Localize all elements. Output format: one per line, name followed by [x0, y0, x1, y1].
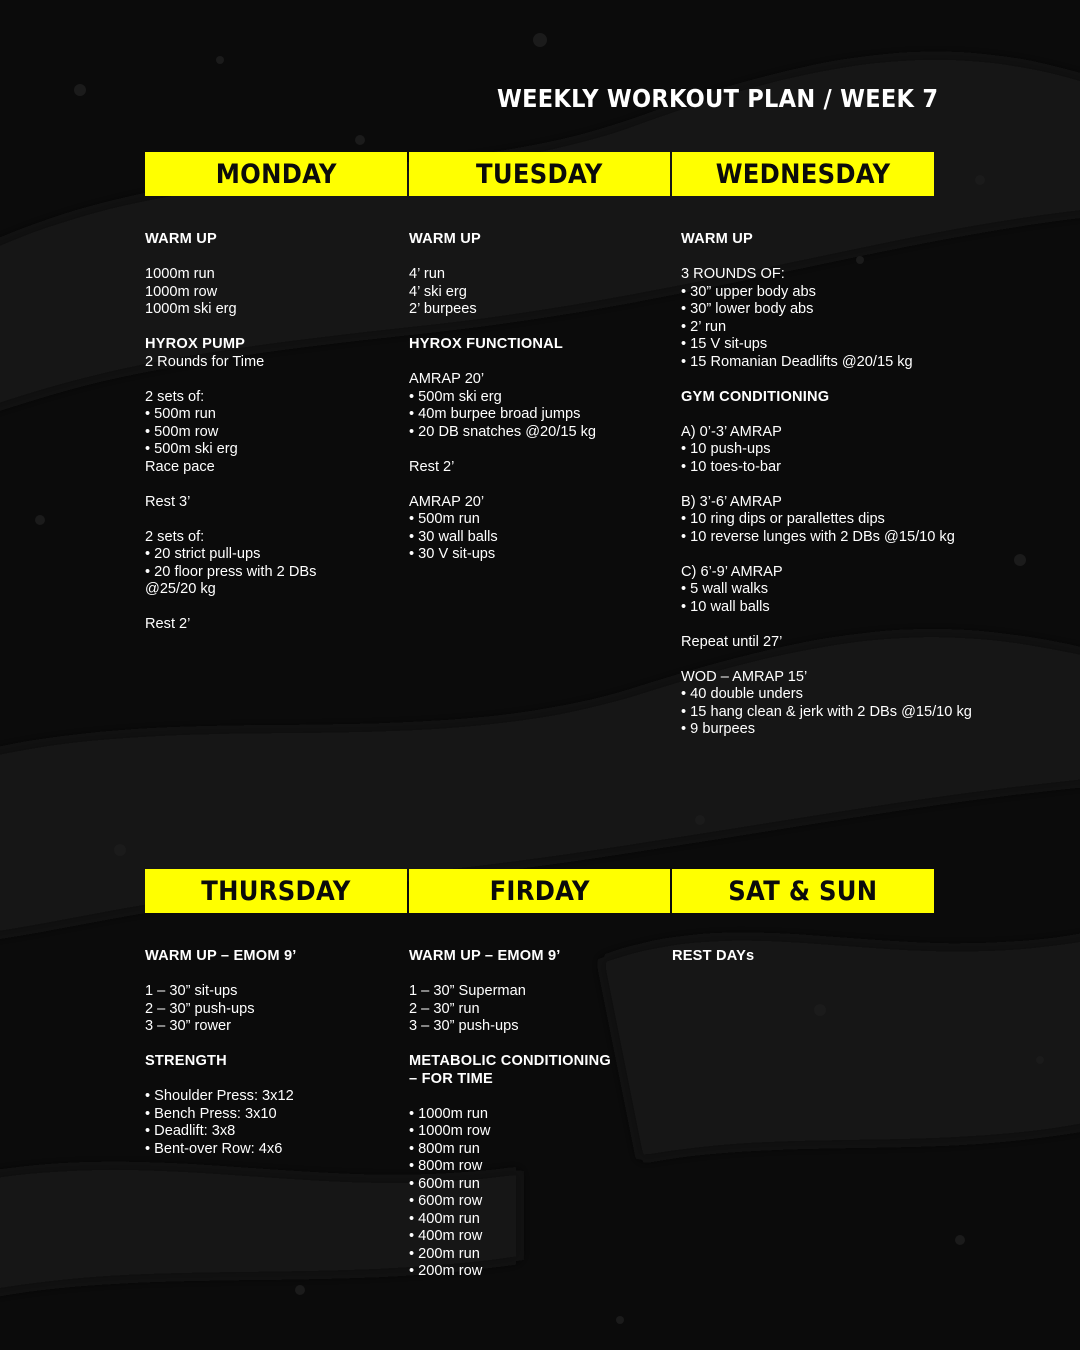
workout-line: 2 sets of: [145, 528, 205, 545]
workout-line: B) 3’-6’ AMRAP [681, 493, 782, 510]
day-name-friday: FIRDAY [489, 875, 590, 907]
workout-line: AMRAP 20’ [409, 493, 485, 510]
workout-line: Rest 2’ [409, 458, 455, 475]
section-title: REST DAYs [672, 948, 755, 964]
section-title: – FOR TIME [409, 1070, 493, 1087]
exercise-item: • 15 V sit-ups [681, 336, 768, 352]
workout-line: 3 – 30” push-ups [409, 1018, 519, 1034]
day-name-wednesday: WEDNESDAY [715, 158, 891, 190]
exercise-item: • 10 push-ups [681, 441, 771, 457]
workout-line: 1000m run [145, 266, 215, 282]
spacer [409, 476, 596, 494]
exercise-item: • 10 ring dips or parallettes dips [681, 511, 885, 527]
workout-section [409, 336, 596, 564]
workout-line: 1000m ski erg [145, 301, 237, 317]
section-title: WARM UP – EMOM 9’ [145, 948, 297, 964]
exercise-item: • 500m ski erg [145, 441, 238, 457]
exercise-item: • 30” lower body abs [681, 301, 814, 317]
exercise-item: • 10 reverse lunges with 2 DBs @15/10 kg [681, 528, 955, 545]
day-column-weekend [672, 948, 754, 983]
page-title: WEEKLY WORKOUT PLAN / WEEK 7 [496, 84, 938, 113]
spacer [145, 1071, 297, 1089]
section-title: WARM UP – EMOM 9’ [409, 948, 561, 964]
workout-section [145, 231, 316, 319]
exercise-item: • 1000m run [409, 1105, 488, 1122]
section-title: HYROX PUMP [145, 336, 246, 352]
day-header-tuesday [409, 152, 670, 196]
exercise-item: • 30” upper body abs [681, 283, 816, 300]
workout-line: 2 Rounds for Time [145, 353, 265, 370]
exercise-item: • 9 burpees [681, 721, 756, 737]
day-header-weekend [672, 869, 934, 913]
exercise-item: • Shoulder Press: 3x12 [145, 1088, 294, 1104]
day-column-friday [409, 948, 611, 1298]
exercise-item: • 600m run [409, 1175, 480, 1192]
spacer [681, 476, 972, 494]
exercise-item: • 400m row [409, 1228, 483, 1244]
spacer [145, 249, 316, 267]
exercise-item: • Bench Press: 3x10 [145, 1105, 277, 1122]
section-title: WARM UP [681, 231, 753, 247]
day-header-thursday [145, 869, 407, 913]
exercise-item: • 5 wall walks [681, 581, 769, 597]
day-name-thursday: THURSDAY [201, 875, 351, 907]
day-header-monday [145, 152, 407, 196]
workout-line: 2’ burpees [409, 301, 477, 317]
exercise-item: • 500m run [145, 406, 216, 422]
workout-section [672, 948, 754, 966]
workout-line: 2 sets of: [145, 388, 205, 405]
workout-line: 3 ROUNDS OF: [681, 266, 785, 282]
spacer [145, 511, 316, 529]
day-header-wednesday [672, 152, 934, 196]
exercise-item: • 20 DB snatches @20/15 kg [409, 423, 597, 440]
workout-section [145, 1053, 297, 1158]
section-title: WARM UP [409, 231, 481, 247]
day-column-tuesday [409, 231, 596, 581]
workout-section [409, 948, 611, 1036]
workout-line: 2 – 30” push-ups [145, 1000, 255, 1017]
workout-line: 3 – 30” rower [145, 1018, 231, 1034]
day-name-weekend: SAT & SUN [728, 875, 878, 907]
section-title: HYROX FUNCTIONAL [409, 336, 563, 352]
workout-line: 1 – 30” Superman [409, 983, 526, 999]
spacer [145, 371, 316, 389]
exercise-item: • Bent-over Row: 4x6 [145, 1140, 283, 1157]
section-title: METABOLIC CONDITIONING [409, 1053, 611, 1069]
workout-line: 2 – 30” run [409, 1000, 480, 1017]
day-column-monday [145, 231, 316, 651]
exercise-item: • 800m row [409, 1158, 483, 1174]
workout-line: 4’ ski erg [409, 283, 467, 300]
day-name-tuesday: TUESDAY [476, 158, 603, 190]
workout-section [409, 231, 596, 319]
exercise-item: • 15 Romanian Deadlifts @20/15 kg [681, 353, 913, 370]
spacer [145, 599, 316, 617]
spacer [409, 354, 596, 372]
exercise-item: • 20 strict pull-ups [145, 546, 261, 562]
spacer [409, 966, 611, 984]
spacer [409, 441, 596, 459]
workout-line: AMRAP 20’ [409, 371, 485, 387]
spacer [145, 476, 316, 494]
spacer [681, 546, 972, 564]
workout-section [145, 948, 297, 1036]
spacer [145, 966, 297, 984]
workout-line: 1000m row [145, 283, 218, 300]
workout-line: A) 0’-3’ AMRAP [681, 423, 782, 440]
spacer [409, 249, 596, 267]
exercise-item: • 40 double unders [681, 686, 803, 702]
workout-section [409, 1053, 611, 1281]
exercise-item: • 20 floor press with 2 DBs [145, 563, 317, 580]
exercise-item: • 15 hang clean & jerk with 2 DBs @15/10 kg [681, 703, 972, 720]
exercise-item: • 600m row [409, 1193, 483, 1209]
exercise-item: • 500m row [145, 423, 219, 440]
spacer [409, 1088, 611, 1106]
exercise-item: • 500m ski erg [409, 388, 502, 405]
spacer [681, 249, 972, 267]
exercise-item: • 500m run [409, 511, 480, 527]
exercise-item: • 10 toes-to-bar [681, 458, 782, 475]
exercise-item: • 40m burpee broad jumps [409, 406, 581, 422]
exercise-item: • 200m row [409, 1263, 483, 1279]
workout-line: Race pace [145, 458, 215, 475]
exercise-item: • 30 wall balls [409, 528, 498, 545]
spacer [681, 616, 972, 634]
day-header-friday [409, 869, 670, 913]
workout-section [145, 336, 316, 634]
section-title: WARM UP [145, 231, 217, 247]
workout-line: 4’ run [409, 266, 445, 282]
exercise-item: • 1000m row [409, 1123, 491, 1139]
exercise-item: • 200m run [409, 1245, 480, 1262]
exercise-item: • 2’ run [681, 318, 727, 335]
exercise-item: • 800m run [409, 1140, 480, 1157]
day-column-thursday [145, 948, 297, 1176]
workout-line: Rest 3’ [145, 493, 191, 510]
workout-section [681, 231, 972, 371]
exercise-item: • 10 wall balls [681, 598, 770, 615]
workout-line: @25/20 kg [145, 581, 216, 597]
day-name-monday: MONDAY [215, 158, 337, 190]
section-title: GYM CONDITIONING [681, 388, 830, 405]
spacer [681, 406, 972, 424]
exercise-item: • 400m run [409, 1210, 480, 1227]
day-column-wednesday [681, 231, 972, 756]
workout-line: Repeat until 27’ [681, 633, 783, 650]
workout-section [681, 389, 972, 739]
workout-line: WOD – AMRAP 15’ [681, 668, 808, 685]
workout-line: 1 – 30” sit-ups [145, 983, 238, 999]
spacer [681, 651, 972, 669]
exercise-item: • 30 V sit-ups [409, 546, 496, 562]
exercise-item: • Deadlift: 3x8 [145, 1123, 236, 1139]
workout-line: C) 6’-9’ AMRAP [681, 563, 783, 580]
section-title: STRENGTH [145, 1053, 227, 1069]
workout-line: Rest 2’ [145, 616, 191, 632]
